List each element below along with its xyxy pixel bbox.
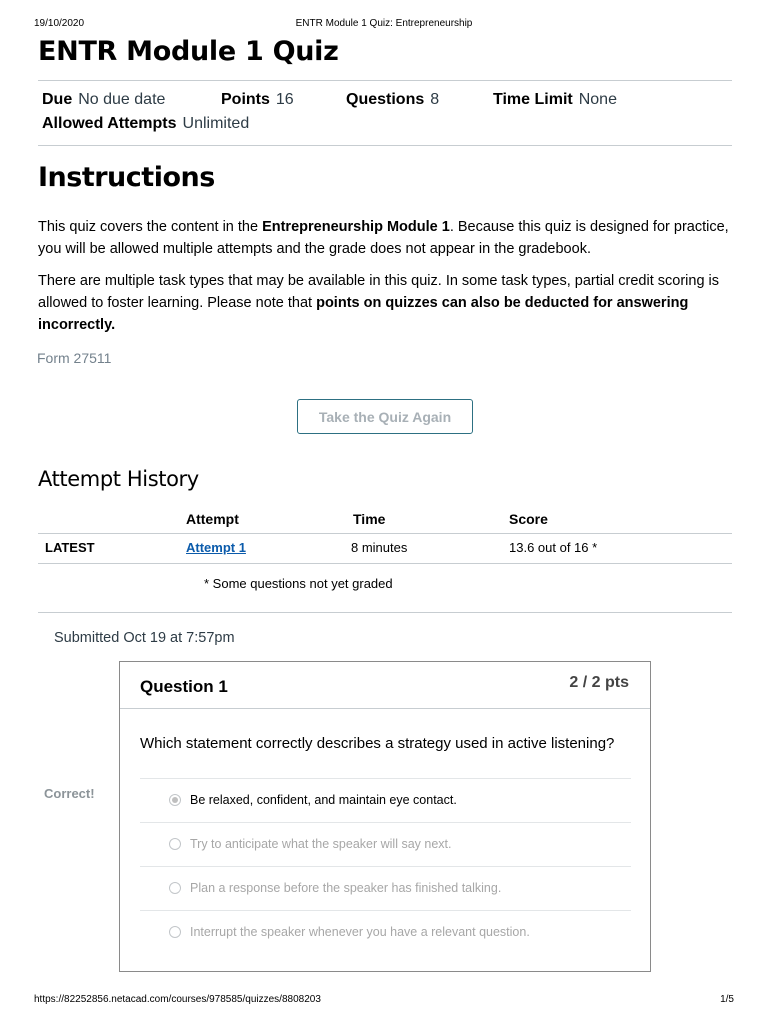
table-divider bbox=[38, 563, 732, 564]
meta-attempts-label: Allowed Attempts bbox=[42, 115, 177, 132]
module-name: Entrepreneurship Module 1 bbox=[262, 219, 450, 235]
radio-selected-icon bbox=[169, 794, 181, 806]
table-cell-score: 13.6 out of 16 * bbox=[509, 540, 598, 555]
answer-option[interactable] bbox=[140, 866, 631, 910]
meta-points bbox=[221, 91, 294, 109]
take-quiz-again-button[interactable]: Take the Quiz Again bbox=[297, 399, 473, 434]
text-span: There are multiple task types that may be available in this quiz. In some task types, partial credit scoring is allowed to foster learning. Please note that bbox=[38, 273, 720, 311]
form-id: Form 27511 bbox=[37, 350, 112, 366]
deduction-warning: points on quizzes can also be deducted for answering incorrectly. bbox=[38, 295, 689, 333]
meta-due bbox=[42, 91, 165, 109]
answer-label: Be relaxed, confident, and maintain eye contact. bbox=[190, 793, 457, 807]
divider bbox=[38, 80, 732, 81]
meta-time-limit-label: Time Limit bbox=[493, 91, 573, 108]
text-span: This quiz covers the content in the bbox=[38, 219, 263, 235]
column-header-attempt: Attempt bbox=[186, 511, 239, 527]
question-title: Question 1 bbox=[140, 677, 228, 696]
table-divider bbox=[38, 533, 732, 534]
grading-note: * Some questions not yet graded bbox=[204, 576, 393, 591]
meta-time-limit-value: None bbox=[578, 91, 617, 108]
meta-time-limit bbox=[493, 91, 617, 109]
divider bbox=[38, 145, 732, 146]
page-title: ENTR Module 1 Quiz bbox=[38, 36, 339, 67]
print-title: ENTR Module 1 Quiz: Entrepreneurship bbox=[295, 18, 473, 29]
question-header bbox=[120, 662, 650, 709]
meta-due-label: Due bbox=[42, 91, 73, 108]
print-date: 19/10/2020 bbox=[34, 18, 85, 29]
radio-icon bbox=[169, 838, 181, 850]
divider bbox=[38, 612, 732, 613]
meta-questions bbox=[346, 91, 439, 109]
question-text: Which statement correctly describes a strategy used in active listening? bbox=[140, 735, 615, 752]
submitted-timestamp: Submitted Oct 19 at 7:57pm bbox=[54, 630, 235, 646]
answer-label: Plan a response before the speaker has finished talking. bbox=[190, 881, 502, 895]
instructions-heading: Instructions bbox=[38, 162, 215, 193]
question-points: 2 / 2 pts bbox=[569, 674, 629, 691]
meta-attempts-value: Unlimited bbox=[182, 115, 250, 132]
answer-option[interactable] bbox=[140, 778, 631, 822]
meta-due-value: No due date bbox=[78, 91, 166, 108]
meta-questions-value: 8 bbox=[430, 91, 440, 108]
attempt-1-link[interactable]: Attempt 1 bbox=[186, 540, 246, 555]
meta-points-label: Points bbox=[221, 91, 270, 108]
table-cell-time: 8 minutes bbox=[351, 540, 408, 555]
page-number: 1/5 bbox=[720, 994, 734, 1005]
meta-questions-label: Questions bbox=[346, 91, 425, 108]
radio-icon bbox=[169, 882, 181, 894]
meta-attempts bbox=[42, 115, 249, 133]
instructions-paragraph-1 bbox=[38, 216, 732, 260]
answer-label: Try to anticipate what the speaker will say next. bbox=[190, 837, 452, 851]
radio-icon bbox=[169, 926, 181, 938]
correct-answer-tag: Correct! bbox=[44, 786, 95, 801]
answer-option[interactable] bbox=[140, 822, 631, 866]
column-header-time: Time bbox=[353, 511, 386, 527]
answer-option[interactable] bbox=[140, 910, 631, 954]
table-cell-attempt bbox=[186, 540, 246, 555]
meta-points-value: 16 bbox=[275, 91, 294, 108]
question-card bbox=[119, 661, 651, 972]
latest-badge: LATEST bbox=[45, 540, 95, 555]
print-url: https://82252856.netacad.com/courses/978585/quizzes/8808203 bbox=[34, 994, 321, 1005]
attempt-history-heading: Attempt History bbox=[38, 467, 199, 491]
answer-label: Interrupt the speaker whenever you have a relevant question. bbox=[190, 925, 530, 939]
text-span: . Because this quiz is designed for practice, you will be allowed multiple attempts and the grade does not appear in the gradebook. bbox=[38, 219, 729, 257]
instructions-paragraph-2 bbox=[38, 270, 732, 336]
column-header-score: Score bbox=[509, 511, 548, 527]
